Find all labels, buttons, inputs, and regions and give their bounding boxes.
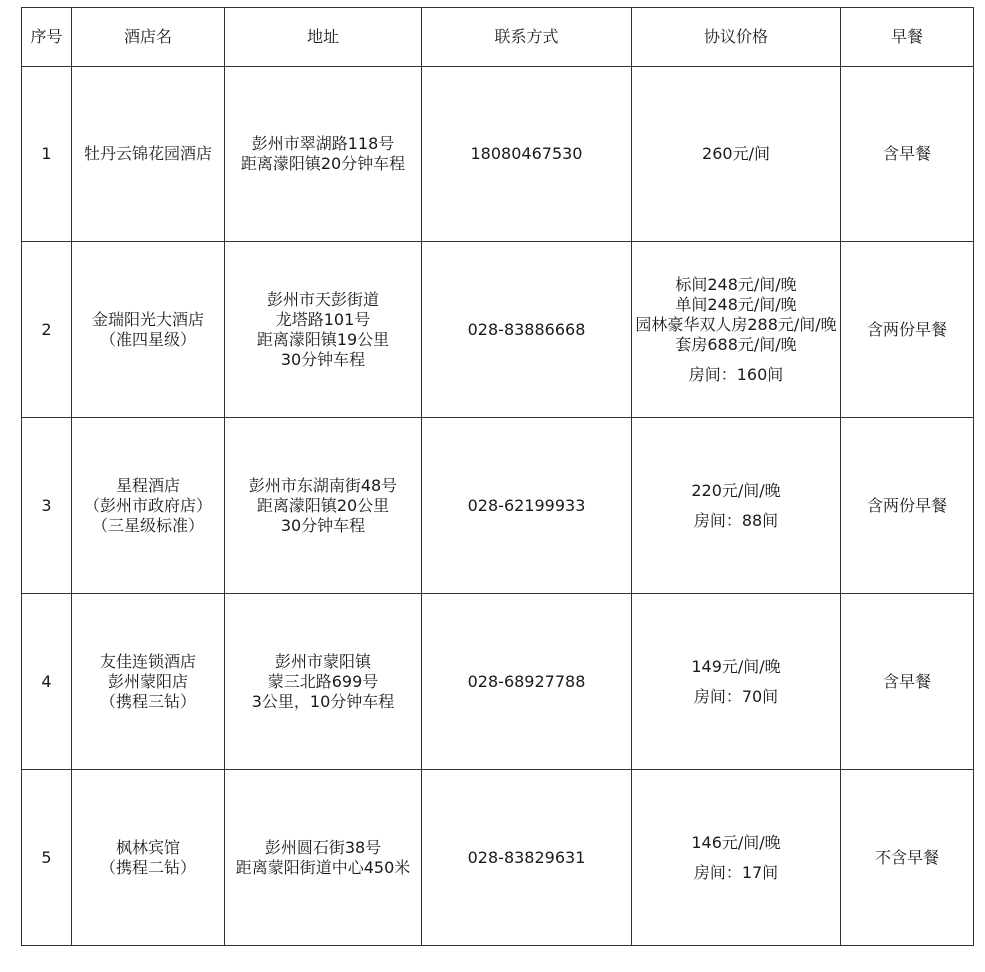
cell-index: 2 [22,242,72,418]
hotel-name-line: 枫林宾馆 [115,837,180,857]
header-contact: 联系方式 [422,8,632,67]
hotel-name-line: 星程酒店 [115,475,180,495]
address-line: 距离蒙阳街道中心450米 [235,857,411,877]
cell-index: 3 [22,418,72,594]
address-line: 距离濛阳镇20公里 [256,495,390,515]
header-price: 协议价格 [632,8,841,67]
cell-price [632,418,841,594]
cell-breakfast: 含两份早餐 [841,242,974,418]
cell-price [632,242,841,418]
cell-breakfast: 含两份早餐 [841,418,974,594]
hotel-name-line: （准四星级） [99,329,196,349]
price-line: 标间248元/间/晚 [675,274,797,294]
room-count: 房间：88间 [693,510,779,530]
table-header-row [22,8,974,67]
price-line: 园林豪华双人房288元/间/晚 [635,314,837,334]
table-row [22,242,974,418]
table-row [22,67,974,242]
cell-contact: 028-68927788 [422,594,632,770]
cell-hotel-name [72,67,225,242]
cell-breakfast: 含早餐 [841,594,974,770]
address-line: 龙塔路101号 [275,309,371,329]
hotel-name-line: 金瑞阳光大酒店 [91,309,204,329]
cell-price [632,770,841,946]
address-line: 距离濛阳镇19公里 [256,329,390,349]
address-line: 彭州圆石街38号 [264,837,382,857]
room-count: 房间：70间 [693,686,779,706]
hotel-name-line: （三星级标准） [91,515,204,535]
cell-index: 5 [22,770,72,946]
hotel-name-line: （彭州市政府店） [83,495,212,515]
address-line: 蒙三北路699号 [267,671,379,691]
table-row [22,418,974,594]
cell-contact: 028-83886668 [422,242,632,418]
cell-address [225,770,422,946]
price-line: 260元/间 [702,144,770,163]
price-line: 220元/间/晚 [691,480,781,500]
cell-hotel-name [72,418,225,594]
table-row [22,594,974,770]
cell-index: 4 [22,594,72,770]
hotel-name-line: 牡丹云锦花园酒店 [83,144,212,163]
address-line: 30分钟车程 [280,349,366,369]
cell-breakfast: 含早餐 [841,67,974,242]
hotel-name-line: （携程三钻） [99,691,196,711]
cell-hotel-name [72,770,225,946]
price-line: 149元/间/晚 [691,656,781,676]
header-hotel-name: 酒店名 [72,8,225,67]
cell-address [225,242,422,418]
room-count: 房间：17间 [693,862,779,882]
header-address: 地址 [225,8,422,67]
header-breakfast: 早餐 [841,8,974,67]
hotel-name-line: （携程二钻） [99,857,196,877]
price-line: 146元/间/晚 [691,832,781,852]
cell-hotel-name [72,242,225,418]
table-row [22,770,974,946]
address-line: 3公里，10分钟车程 [251,691,395,711]
address-line: 彭州市东湖南街48号 [248,475,398,495]
cell-contact: 028-83829631 [422,770,632,946]
address-line: 30分钟车程 [280,515,366,535]
cell-address [225,67,422,242]
hotel-name-line: 彭州蒙阳店 [107,671,188,691]
cell-price [632,594,841,770]
price-line: 套房688元/间/晚 [675,334,797,354]
cell-address [225,594,422,770]
address-line: 彭州市天彭街道 [266,289,379,309]
room-count: 房间：160间 [688,364,784,384]
cell-contact: 18080467530 [422,67,632,242]
cell-contact: 028-62199933 [422,418,632,594]
cell-index: 1 [22,67,72,242]
cell-price [632,67,841,242]
hotel-table [21,7,974,946]
address-line: 彭州市蒙阳镇 [274,651,371,671]
cell-hotel-name [72,594,225,770]
address-line: 距离濛阳镇20分钟车程 [240,154,406,173]
hotel-name-line: 友佳连锁酒店 [99,651,196,671]
address-line: 彭州市翠湖路118号 [251,134,395,153]
hotel-table-container [21,7,974,946]
cell-address [225,418,422,594]
header-index: 序号 [22,8,72,67]
cell-breakfast: 不含早餐 [841,770,974,946]
price-line: 单间248元/间/晚 [675,294,797,314]
